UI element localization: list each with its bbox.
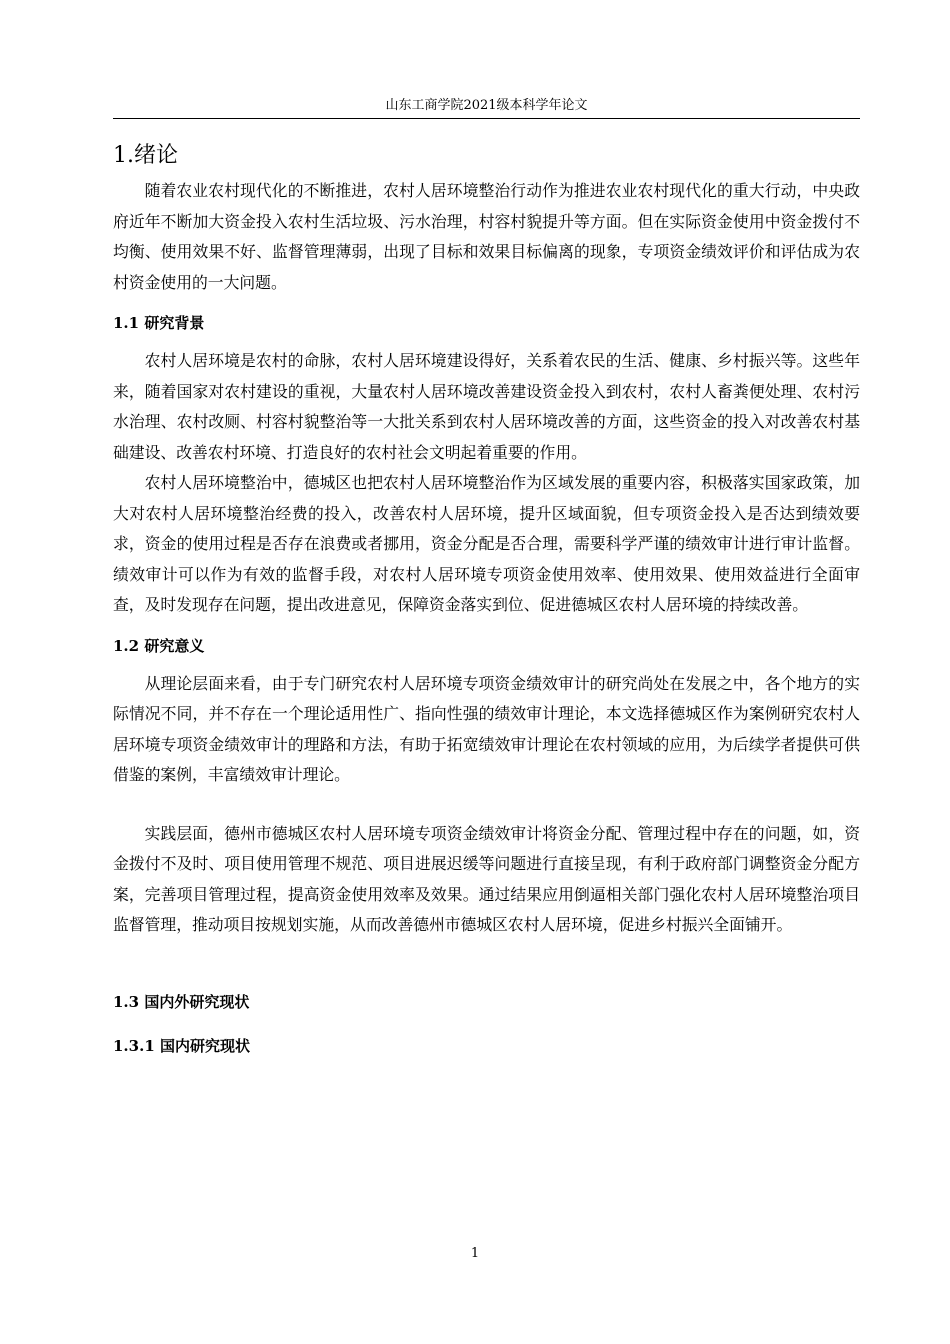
significance-paragraph-2: 实践层面，德州市德城区农村人居环境专项资金绩效审计将资金分配、管理过程中存在的问题，如，资金拨付不及时、项目使用管理不规范、项目进展迟缓等问题进行直接呈现，有利于政府部门调整资金分配方案，完善项目管理过程，提高资金使用效率及效果。通过结果应用倒逼相关部门强化农村人居环境整治项目监督管理，推动项目按规划实施，从而改善德州市德城区农村人居环境，促进乡村振兴全面铺开。 xyxy=(113,823,860,934)
background-paragraph-2: 农村人居环境整治中，德城区也把农村人居环境整治作为区域发展的重要内容，积极落实国家政策，加大对农村人居环境整治经费的投入，改善农村人居环境，提升区域面貌，但专项资金投入是否达到绩效要求，资金的使用过程是否存在浪费或者挪用，资金分配是否合理，需要科学严谨的绩效审计进行审计监督。绩效审计可以作为有效的监督手段，对农村人居环境专项资金使用效率、使用效果、使用效益进行全面审查，及时发现存在问题，提出改进意见，保障资金落实到位、促进德城区农村人居环境的持续改善。 xyxy=(113,473,860,614)
running-header: 山东工商学院2021级本科学年论文 xyxy=(385,98,588,113)
chapter-intro-paragraph: 随着农业农村现代化的不断推进，农村人居环境整治行动作为推进农业农村现代化的重大行动，中央政府近年不断加大资金投入农村生活垃圾、污水治理，村容村貌提升等方面。但在实际资金使用中资金拨付不均衡、使用效果不好、监督管理薄弱，出现了目标和效果目标偏离的现象，专项资金绩效评价和评估成为农村资金使用的一大问题。 xyxy=(113,181,860,292)
chapter-title: 1.绪论 xyxy=(113,143,178,168)
header-rule xyxy=(113,118,860,119)
background-paragraph-1: 农村人居环境是农村的命脉，农村人居环境建设得好，关系着农民的生活、健康、乡村振兴等。这些年来，随着国家对农村建设的重视，大量农村人居环境改善建设资金投入到农村，农村人畜粪便处理、农村污水治理、农村改厕、村容村貌整治等一大批关系到农村人居环境改善的方面，这些资金的投入对改善农村基础建设、改善农村环境、打造良好的农村社会文明起着重要的作用。 xyxy=(113,351,860,462)
section-heading-background: 1.1 研究背景 xyxy=(113,314,205,332)
significance-paragraph-1: 从理论层面来看，由于专门研究农村人居环境专项资金绩效审计的研究尚处在发展之中，各个地方的实际情况不同，并不存在一个理论适用性广、指向性强的绩效审计理论，本文选择德城区作为案例研究农村人居环境专项资金绩效审计的理路和方法，有助于拓宽绩效审计理论在农村领域的应用，为后续学者提供可供借鉴的案例，丰富绩效审计理论。 xyxy=(113,673,860,784)
page-content xyxy=(113,136,860,1059)
section-heading-significance: 1.2 研究意义 xyxy=(113,636,205,655)
page-number: 1 xyxy=(470,1246,480,1261)
subsection-heading-domestic-status: 1.3.1 国内研究现状 xyxy=(113,1036,250,1055)
section-heading-research-status: 1.3 国内外研究现状 xyxy=(113,992,250,1011)
